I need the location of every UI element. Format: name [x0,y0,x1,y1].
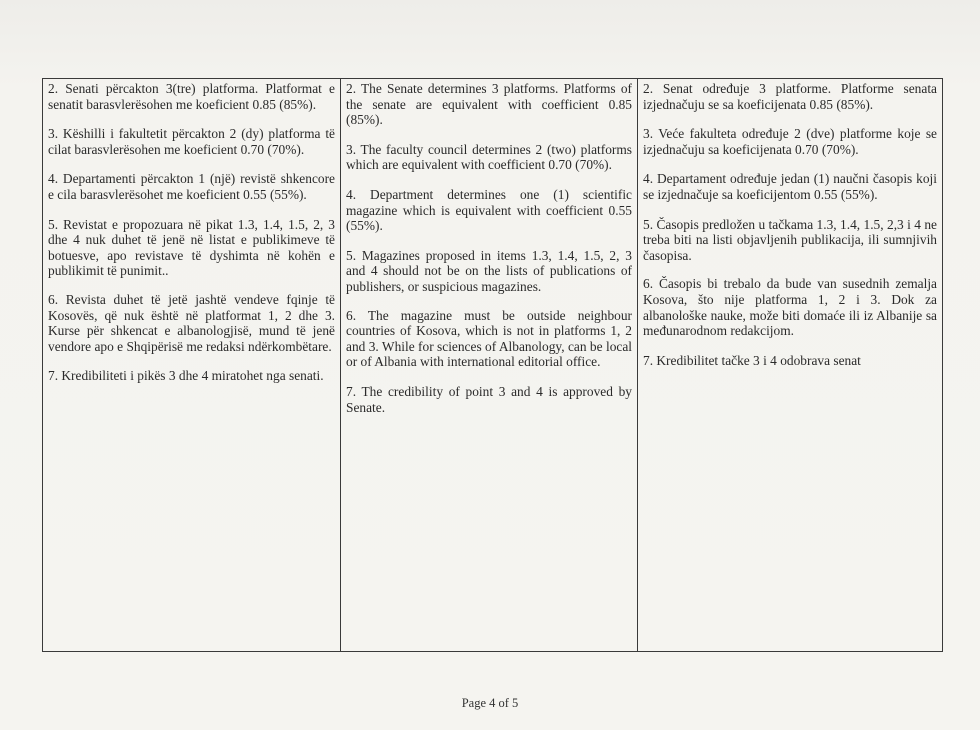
paragraph-item-5: 5. Revistat e propozuara në pikat 1.3, 1.4, 1.5, 2, 3 dhe 4 nuk duhet të jenë në listat e publikimeve të botuesve, apo revistave të dyshimta në kohën e publikimit të punimit.. [48,216,335,279]
paragraph-item-7: 7. Kredibiliteti i pikës 3 dhe 4 miratohet nga senati. [48,368,324,384]
paragraph-item-6: 6. The magazine must be outside neighbour countries of Kosova, which is not in platforms 1, 2 and 3. While for sciences of Albanology, can be local or of Albania with international editorial office. [346,307,632,370]
table-row [43,79,943,652]
paragraph-item-4: 4. Departamenti përcakton 1 (një) revistë shkencore e cila barasvlerësohet me koeficient 0.55 (55%). [48,171,335,202]
paragraph-item-3: 3. The faculty council determines 2 (two) platforms which are equivalent with coefficient 0.70 (70%). [346,141,632,173]
paragraph-item-6: 6. Revista duhet të jetë jashtë vendeve fqinje të Kosovës, që nuk është në platformat 1, 2 dhe 3. Kurse për shkencat e albanologjisë, mund të jenë vendore apo e Shqipërisë me redaksi ndërkombëtare. [48,291,335,354]
paragraph-item-6: 6. Časopis bi trebalo da bude van susednih zemalja Kosova, što nije platforma 1, 2 i 3. Dok za albanološke nauke, može biti domaće ili iz Albanije sa međunarodnom redakcijom. [643,276,937,339]
paragraph-item-5: 5. Časopis predložen u tačkama 1.3, 1.4, 1.5, 2,3 i 4 ne treba biti na listi objavljenih publikacija, ili sumnjivih časopisa. [643,216,937,263]
paragraph-item-7: 7. The credibility of point 3 and 4 is approved by Senate. [346,383,632,415]
paragraph-item-4: 4. Department determines one (1) scientific magazine which is equivalent with coefficient 0.55 (55%). [346,186,632,234]
paragraph-item-5: 5. Magazines proposed in items 1.3, 1.4, 1.5, 2, 3 and 4 should not be on the lists of publications of publishers, or suspicious magazines. [346,247,632,294]
trilingual-table [42,78,943,652]
paragraph-item-7: 7. Kredibilitet tačke 3 i 4 odobrava senat [643,352,861,368]
paragraph-item-2: 2. Senati përcakton 3(tre) platforma. Platformat e senatit barasvlerësohen me koeficient 0.85 (85%). [48,81,335,112]
column-albanian [43,79,341,652]
column-english [341,79,638,652]
paragraph-item-2: 2. Senat određuje 3 platforme. Platforme senata izjednačuju se sa koeficijenata 0.85 (85%). [643,81,937,112]
column-serbian [638,79,943,652]
page-number: Page 4 of 5 [461,696,519,710]
paragraph-item-4: 4. Departament određuje jedan (1) naučni časopis koji se izjednačuje sa koeficijentom 0.55 (55%). [643,171,937,202]
paragraph-item-3: 3. Veće fakulteta određuje 2 (dve) platforme koje se izjednačuju sa koeficijenata 0.70 (70%). [643,126,937,157]
paragraph-item-3: 3. Këshilli i fakultetit përcakton 2 (dy) platforma të cilat barasvlerësohen me koeficient 0.70 (70%). [48,126,335,157]
paragraph-item-2: 2. The Senate determines 3 platforms. Platforms of the senate are equivalent with coefficient 0.85 (85%). [346,81,632,128]
